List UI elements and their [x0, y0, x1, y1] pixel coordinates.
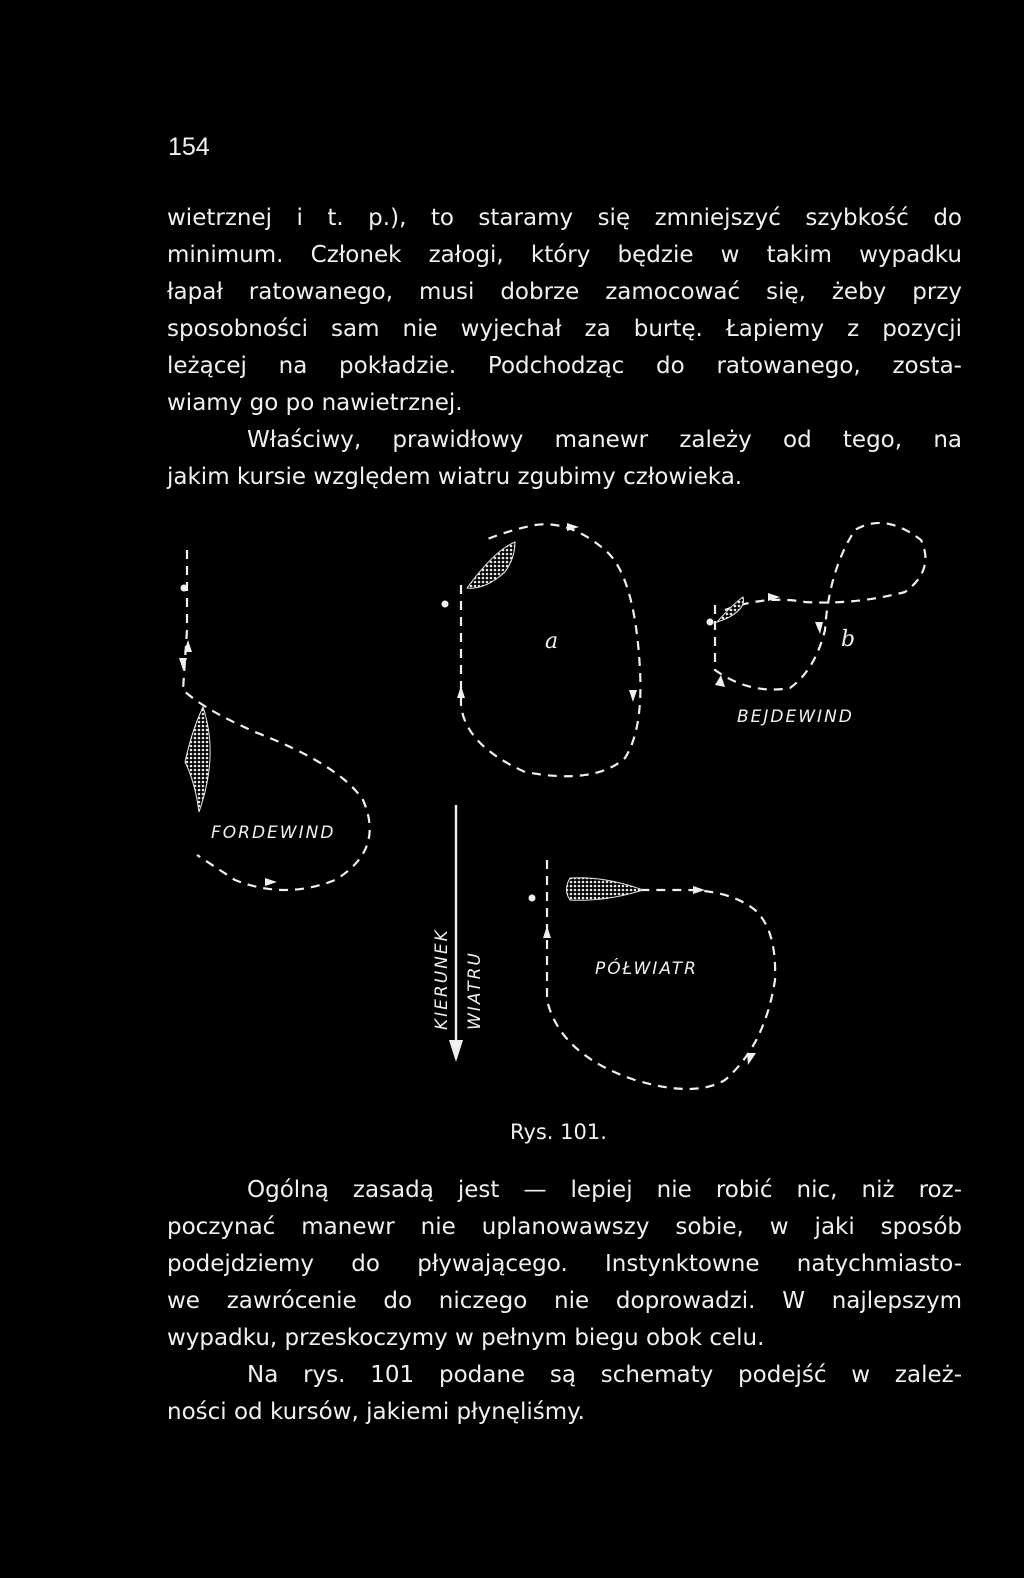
- text-line: wypadku, przeskoczymy w pełnym biegu obok celu.: [167, 1325, 765, 1351]
- text-line: wiamy go po nawietrznej.: [167, 390, 463, 416]
- direction-arrow: [629, 690, 637, 702]
- fordewind-label: FORDEWIND: [211, 823, 336, 843]
- direction-arrow: [265, 878, 277, 886]
- figure-caption: Rys. 101.: [510, 1120, 607, 1144]
- course-a-maneuver: [442, 523, 641, 776]
- paragraph-top: [167, 200, 962, 496]
- label-b: b: [841, 627, 856, 652]
- text-line: Ogólną zasadą jest — lepiej nie robić nic, niż roz-: [247, 1177, 962, 1203]
- bejdewind-label: BEJDEWIND: [737, 707, 854, 727]
- kierunek-label: KIERUNEK: [432, 928, 452, 1030]
- text-line: jakim kursie względem wiatru zgubimy człowieka.: [167, 464, 743, 490]
- text-line: łapał ratowanego, musi dobrze zamocować się, żeby przy: [167, 279, 962, 305]
- yacht-icon: [717, 597, 744, 622]
- label-a: a: [545, 629, 559, 654]
- wind-direction-indicator: [432, 805, 485, 1062]
- person-marker: [707, 619, 714, 626]
- wind-arrow-head: [449, 1040, 463, 1062]
- text-line: poczynać manewr nie uplanowawszy sobie, w jaki sposób: [167, 1214, 962, 1240]
- direction-arrow: [457, 686, 465, 698]
- bejdewind-maneuver: [707, 523, 926, 727]
- direction-arrow: [693, 886, 705, 894]
- yacht-icon: [567, 878, 644, 901]
- yacht-icon: [185, 707, 210, 812]
- direction-arrow: [747, 1053, 756, 1065]
- bejdewind-path: [715, 523, 925, 690]
- person-marker: [529, 895, 536, 902]
- direction-arrow: [715, 675, 725, 687]
- text-line: minimum. Członek załogi, który będzie w takim wypadku: [167, 242, 962, 268]
- person-marker: [442, 601, 449, 608]
- text-line: sposobności sam nie wyjechał za burtę. Łapiemy z pozycji: [167, 316, 962, 342]
- yacht-icon: [467, 542, 515, 588]
- person-marker: [181, 585, 188, 592]
- text-line: podejdziemy do pływającego. Instynktowne natychmiasto-: [167, 1251, 962, 1277]
- direction-arrow: [815, 622, 823, 634]
- polwiatr-label: PÓŁWIATR: [595, 959, 698, 979]
- text-line: Właściwy, prawidłowy manewr zależy od tego, na: [247, 427, 962, 453]
- wiatru-label: WIATRU: [465, 951, 485, 1030]
- maneuver-diagram: [165, 500, 965, 1120]
- text-line: wietrznej i t. p.), to staramy się zmniejszyć szybkość do: [167, 205, 962, 231]
- polwiatr-maneuver: [529, 860, 776, 1089]
- fordewind-maneuver: [179, 550, 370, 890]
- paragraph-bottom: [167, 1172, 962, 1431]
- page-number: 154: [168, 133, 210, 161]
- text-line: ności od kursów, jakiemi płynęliśmy.: [167, 1399, 585, 1425]
- text-line: Na rys. 101 podane są schematy podejść w zależ-: [247, 1362, 962, 1388]
- direction-arrow: [543, 926, 551, 938]
- text-line: leżącej na pokładzie. Podchodząc do ratowanego, zosta-: [167, 353, 962, 379]
- text-line: we zawrócenie do niczego nie doprowadzi. W najlepszym: [167, 1288, 962, 1314]
